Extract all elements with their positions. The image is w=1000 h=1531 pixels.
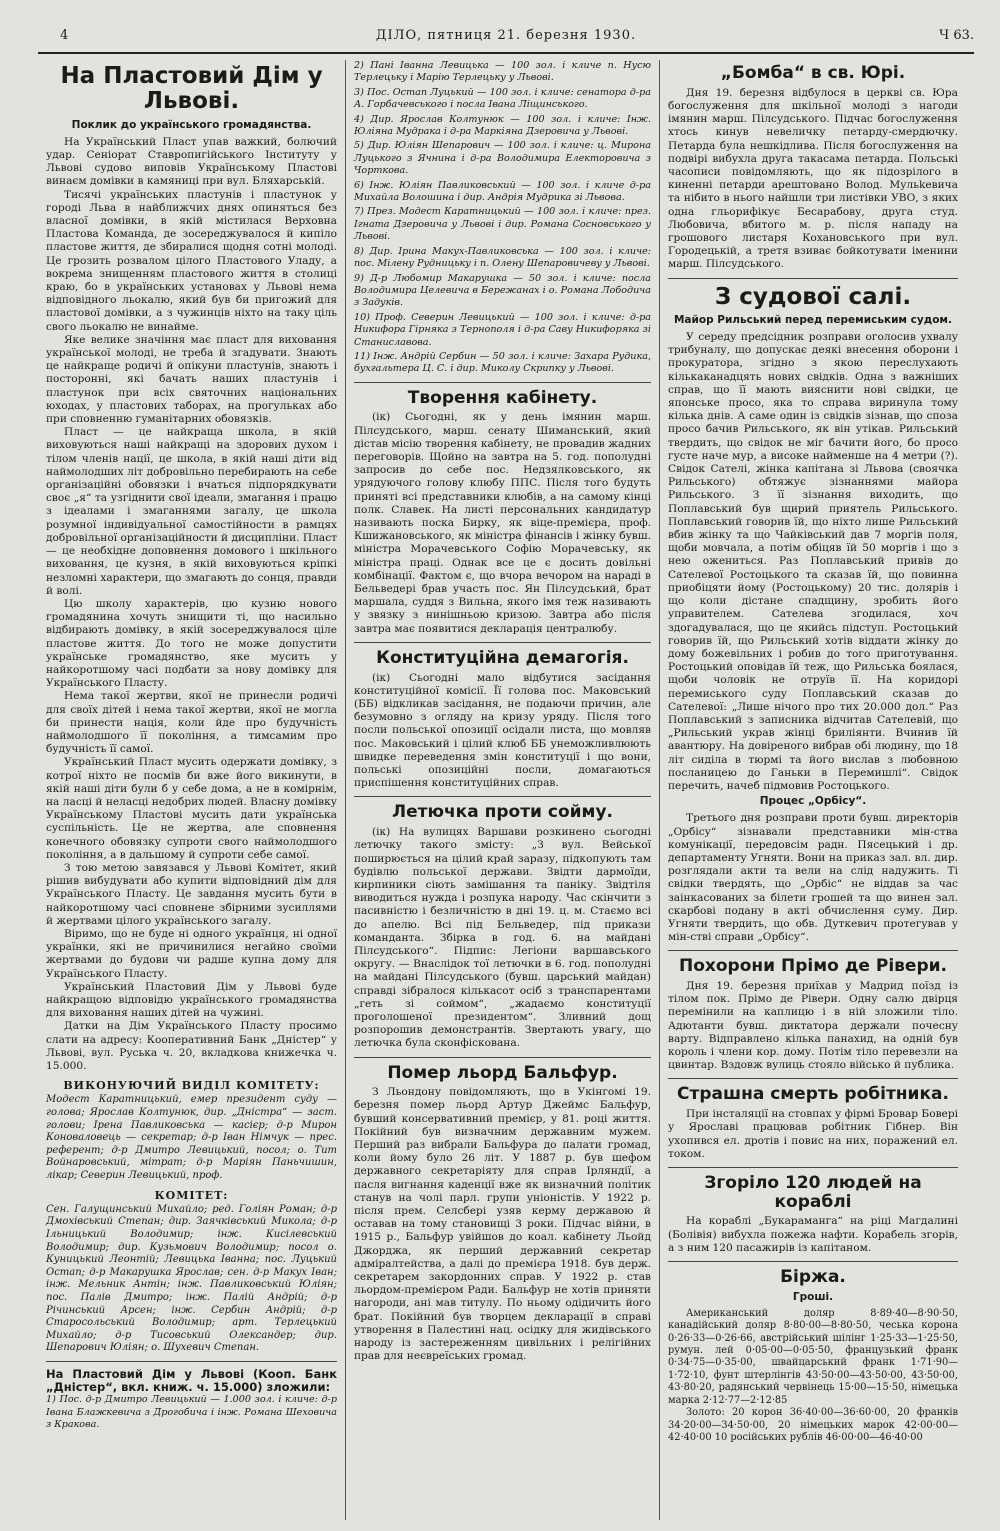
article-worker: При інсталяції на стовпах у фірмі Бровар Бовері у Ярославі працював робітник Гібнер. Він ухопився ел. дротів і повис на них, поражений ел. током. [668, 1108, 958, 1160]
divider [354, 1057, 651, 1058]
divider [668, 1261, 958, 1262]
masthead [38, 28, 974, 50]
divider [354, 642, 651, 643]
paragraph: Пласт — це найкраща школа, в якій виховуються наші найкращі на здорових духом і тілом членів нації, це школа, в якій наші діти від наймолодших літ добровільно перебирають на себе організаційні обовязки і вчаться підпорядкувати своє „я“ та узгіднити свої ідеали, змагання і працю з ідеалами і змаганнями загалу, це школа розумної індивідуальної самостійности в рамцях добровільної організаційности й дисципліни. Пласт — це необхідне доповнення домового і шкільного виховання, це кузня, в якій виховуються кріпкі незломні характери, що змагають до сонця, правди й волі. [46, 426, 337, 597]
article-cabinet: (ік) Сьогодні, як у день імянин марш. Пілсудського, марш. сенату Шиманський, який дістав місію творення кабінету, не провадив жадних переговорів. Щойно на завтра на 5. год. пополудні запросив до себе пос. Недзялковського, як урядуючого голову клюбу ППС. Після того будуть принятi всі представники клюбів, а на самому кінці полк. Славек. На листі персональних кандидатур називають поска Бирку, як віце-премієра, проф. Кшижановського, як міністра фінансів і жінку бувш. міністра Морачевського Софію Морачевську, як міністра праці. Однак все це є досить довільні комбінації. Фактом є, що вчора вечором на нараді в Бельведері брав участь пос. Ян Пілсудський, брат маршала, суддя з Вильна, якого імя теж називають у звязку з нинішньою кризою. Завтра або після завтра має появитися декларація централюбу. [354, 411, 651, 635]
article-constitution: (ік) Сьогодні мало відбутися засідання конституційної комісії. Її голова пос. Маковський (ББ) відкликав засідання, не подаючи причин, але безумовно з огляду на кризу уряду. Після того посли польської опозиції οсідали листа, що мовляв пос. Маковський і цілий клюб ББ унеможливлюють швидке переведення змін конституції і що вони, польські опозиційні посли, домагаються приспішення конституційних справ. [354, 671, 651, 790]
paragraph: Датки на Дім Українського Пласту просимо слати на адресу: Кооперативний Банк „Дністер“ у Львові, вул. Руська ч. 20, вкладкова книжечка ч. 15.000. [46, 1020, 337, 1073]
donation-item: 6) Інж. Юліян Павликовський — 100 зол. і кличе д-ра Михайла Волошина і дир. Андрія Мудрика зі Львова. [354, 179, 651, 204]
headline-primo: Похорони Прімо де Рівери. [679, 956, 947, 977]
headline-plast-home: На Пластовий Дім у Львові. [60, 63, 323, 115]
donation-item: 3) Пос. Остап Луцький — 100 зол. і кличе: сенатора д-ра А. Горбачевського і посла Івана Ліщинського. [354, 86, 651, 111]
divider [46, 1361, 337, 1362]
donations-intro: На Пластовий Дім у Львові (Кооп. Банк „Дністер“, вкл. книж. ч. 15.000) зложили: [46, 1366, 337, 1395]
paragraph: Цю школу характерів, цю кузню нового громадянина хочуть знищити ті, що насильно відбирають домівку, в якій зосереджувалося ціле пластове життя. До того не може допустити українське громадянство, яке мусить у найкоротшому часі подбати за нову домівку для Українського Пласту. [46, 597, 337, 690]
donation-item: 11) Інж. Андрій Сербин — 50 зол. і кличе: Захара Рудика, бухгальтера Ц. С. і дир. Миколу Скрипку у Львові. [354, 350, 651, 375]
headline-court: З судової салі. [714, 283, 912, 310]
paragraph: Віримо, що не буде ні одного українця, ні одної українки, які не причинилися негайно своїми жертвами до будови чи радше купна дому для Українського Пласту. [46, 927, 337, 980]
divider [668, 1078, 958, 1079]
subheadline-orbis: Процес „Орбісу“. [759, 795, 867, 808]
column-3 [660, 60, 966, 1520]
divider [668, 950, 958, 951]
exchange-rates: Американський доляр 8·89·40—8·90·50, канадійський доляр 8·80·00—8·80·50, чеська корона 0·26·33—0·26·66, австрійський шілінг 1·25·33—1·25·50, румун. лей 0·05·00—0·05·50, французький франк 0·34·75—0·35·00, швайцарський франк 1·71·90—1·72·10, фунт штерлінгів 43·50·00—43·50·00, 43·50·00, 43·80·20, радянський червінець 15·00—15·50, німецька марка 2·12·77—2·12·85 [668, 1307, 958, 1406]
donation-item: 5) Дир. Юліян Шепарович — 100 зол. і кличе: ц. Мирона Луцького з Ячнина і д-ра Володимира Електоровича з Чорткова. [354, 140, 651, 177]
paragraph: Тисячі українських пластунів і пластунок у городі Льва в найближчих днях опиняться без власної домівки, в якій містилася Верховна Пластова Команда, де зосереджувалося й кипіло пластове життя, де збиралися щодня сотні молоді. Це грозить розвалом цілого Пластового Уладу, а вокрема знищенням пластового життя в столиці краю, бо в українських установах у Львові нема відповідного льокалю, який був би пригожий для пластової домівки, а з чужинців ніхто на таку ціль свого льокалю не винайме. [46, 188, 337, 333]
committee-list: Сен. Галущинський Михайло; ред. Голіян Роман; д-р Дмохівський Степан; дир. Заячківський Микола; д-р Ільницький Володимир; інж. Кисілевський Володимир; дир. Кузьмович Володимир; посол о. Куницький Леонтій; Левицька Іванна; пос. Луцький Остап; д-р Макарушка Ярослав; сен. д-р Макух Іван; інж. Мельник Антін; інж. Павликовський Юліян; пос. Палів Дмитро; інж. Палій Андрій; д-р Річинський Арсен; інж. Сербин Андрій; д-р Старосольський Володимир; арт. Терлецький Михайло; д-р Тисовський Олександер; дир. Шепарович Юліян; о. Шухевич Степан. [46, 1203, 337, 1354]
article-orbis: Третього дня розправи проти бувш. директорів „Орбісу“ зізнавали представники мін-ства комунікації, передовсім радн. Пясецький і др. департаменту Угняти. Вони на приказ зал. вл. дир. розглядали акти та вели на слід надужить. Ті свідки твердять, що „Орбіс“ не віддав за час заінкасованих за білети грошей та що винен зал. скарбові подану в акті обчислення суму. Дир. Угняти твердить, що обв. Дуткевич протегував у мін-стві справи „Орбісу“. [668, 812, 958, 944]
headline-exchange: Біржа. [780, 1266, 846, 1287]
exec-committee-list: Модест Каратницький, емер президент суду — голова; Ярослав Колтунюк, дир. „Дністра“ — заст. голови; Ірена Павликовська — касієр; д-р Мирон Коноваловець — секретар; д-р Іван Німчук — прес. референт; д-р Дмитро Левицький, посол; о. Тит Войнаровський, мітрат; д-р Маріян Паньчишин, лікар; Северин Левицький, проф. [46, 1094, 337, 1181]
divider [354, 796, 651, 797]
divider [668, 278, 958, 279]
donation-item: 1) Пос. д-р Дмитро Левицький — 1.000 зол. і кличе: д-р Івана Блажкевича з Дрогобича і інж. Романа Шеховича з Кракова. [46, 1394, 337, 1431]
headline-balfour: Помер льорд Бальфур. [387, 1062, 618, 1083]
headline-constitution: Конституційна демагогія. [376, 647, 629, 668]
paragraph: Нема такої жертви, якої не принесли родичі для своїх дітей і нема такої жертви, якої не могла би принести нація, коли йде про будучність наймолодшого її покоління, а тимсамим про будучність її самої. [46, 690, 337, 756]
paragraph: Український Пластовий Дім у Львові буде найкращою відповідю українського громадянства для виховання наших дітей на чужині. [46, 980, 337, 1020]
gold-rates: Золото: 20 корон 36·40·00—36·60·00, 20 франків 34·20·00—34·50·00, 20 німецьких марок 42·00·00—42·40·00 10 російських рублів 46·00·00—46·40·00 [668, 1407, 958, 1443]
donation-item: 4) Дир. Ярослав Колтунюк — 100 зол. і кличе: Інж. Юліяна Мудрака і д-ра Маркіяна Дзеровича у Львові. [354, 113, 651, 138]
divider [354, 382, 651, 383]
subheadline-money: Гроші. [792, 1290, 834, 1303]
donation-item: 8) Дир. Ірина Макух-Павликовська — 100 зол. і кличе: пос. Мілену Рудницьку і п. Олену Шепаровичеву у Львові. [354, 245, 651, 270]
committee-title: КОМІТЕТ: [154, 1188, 229, 1202]
donation-item: 9) Д-р Любомир Макарушка — 50 зол. і кличе: посла Володимира Целевича в Бережанах і о. Романа Лободича з Задуків. [354, 272, 651, 309]
page-number: 4 [60, 28, 69, 43]
subheadline-court: Майор Рильський перед перемиським судом. [673, 313, 953, 326]
masthead-title: ДІЛО, пятниця 21. березня 1930. [375, 28, 637, 43]
article-balfour: З Льондону повідомляють, що в Укінгомі 19. березня помер льорд Артур Джеймс Бальфур, бувший консервативний премієр, у 81. році життя. Покійний був визначним державним мужем. Перший раз вибрали Бальфура до палати громад, коли йому було 26 літ. У 1887 р. був шефом державного секретаріяту для справ Ірляндії, а пасля вигнання каденції вже як визначний політик станув на чолі парл. групи уніоністів. У 1922 р. після прем. Селсбері узяв керму державою й оставав на тому становищі 3 роки. Підчас війни, в 1915 р., Бальфур увійшов до коал. кабінету Льойд Джорджа, як перший державний секретар адміралтейства, а далі до премієра 1918. був держ. секретарем закордонних справ. У 1922 р. став льордом-премієром Ради. Бальфур не хотів приняти нагороди, ані мав титулу. По ньому одідичить його брат. Покійний був творцем декларації в справі утворення в Палестині нац. осідку для жидівського народу із застереженням цивільних і релігійних прав для неєвреїських громад. [354, 1086, 651, 1363]
donation-item: 7) През. Модест Каратницький — 100 зол. і кличе: през. Ігната Дзеровича у Львові і дир. Романа Сосновського у Львові. [354, 206, 651, 243]
column-1 [38, 60, 346, 1520]
divider [668, 1167, 958, 1168]
article-leaflet: (ік) На вулицях Варшави розкинено сьогодні летючку такого змісту: „З вул. Вейської поширюється на цілий край заразу, підкопують там будівлю польської держави. Звідти дармоїди, кирпиники сіють замішання та паніку. Звідтіля виводиться нужда і розпука народу. Час скінчити з пасивністю і безличністю в дні 19. ц. м. Стаємо всі до апелю. Всі під Бельведер, під прикази команданта. Збірка в год. 6. на майдані Пілсудського“. Підпис: Легіони варшавського округу. — Внаслідок тої летючки в 6. год. пополудні на майдані Пілсудського (бувш. царський майдан) справді зібралося кількасот осіб з транспарентами „геть зі соймом“, „жадаємо конституції проголошеної президентом“. Зливний дощ розпорошив демонстрантів. Звертають увагу, що летючка була сконфіскована. [354, 826, 651, 1050]
article-primo: Дня 19. березня приїхав у Мадрид поїзд із тілом пок. Прімо де Рівери. Одну салю двірця перемінили на каплицю і в ній зложили тіло. Адютанти бувш. диктатора держали почесну варту. Відправлено кілька панахид, на одній був король і члени кор. дому. Потім тіло перевезли на цвинтар. Вздовж вулиць стояло військо й публика. [668, 980, 958, 1072]
column-2 [346, 60, 660, 1520]
headline-ship: Згоріло 120 людей на кораблі [704, 1172, 922, 1212]
appeal-body [46, 136, 337, 1073]
headline-leaflet: Летючка проти сойму. [391, 802, 613, 823]
article-ship: На кораблі „Букараманга“ на ріці Магдалині (Болівія) вибухла пожежа нафти. Корабель згорів, а з ним 120 пасажирів із капітаном. [668, 1215, 958, 1254]
headline-worker: Страшна смерть робітника. [677, 1084, 949, 1105]
masthead-rule [38, 52, 974, 54]
columns [38, 60, 974, 1520]
donation-item: 2) Пані Іванна Левицька — 100 зол. і кличе п. Нусю Терлецьку і Марію Терлецьку у Львові. [354, 60, 651, 84]
paragraph: З тою метою завязався у Львові Комітет, який рішив вибудувати або купити відповідний дім для Українського Пласту. Це завдання мусить бути в найкоротшому часі сповнене збірними зусиллями й жертвами цілого українського загалу. [46, 861, 337, 927]
paragraph: Яке велике значіння має пласт для виховання української молоді, не треба й згадувати. Знають це найкраще родичі й опікуни пластунів, знають і посторонні, які бачать наших пластунів і пластунок при всіх святочних національних юходах, у пластових таборах, на прогульках або при сповненню гуманітарних обовязків. [46, 333, 337, 426]
headline-cabinet: Творення кабінету. [407, 387, 598, 408]
subheadline-appeal: Поклик до українського громадянства. [71, 118, 312, 131]
donation-item: 10) Проф. Северин Левицький — 100 зол. і кличе: д-ра Никифора Гірняка з Тернополя і д-ра Саву Никифоряка зі Станиславова. [354, 311, 651, 348]
exec-committee-title: ВИКОНУЮЧИЙ ВИДІЛ КОМІТЕТУ: [63, 1079, 320, 1093]
headline-bomb: „Бомба“ в св. Юрі. [720, 63, 906, 83]
donation-list [354, 60, 651, 376]
issue-number: Ч 63. [939, 28, 974, 43]
paragraph: Український Пласт мусить одержати домівку, з котрої ніхто не посмів би вже його викинути, в якій наші діти були б у себе дома, а не в комірнім, на ласці й неласці недобрих людей. Власну домівку Українському Пластові мусить дати українська суспільність. Це не жертва, але сповнення конечного обовязку супроти свого наймолодшого покоління, а в дальшому й супроти себе самої. [46, 756, 337, 861]
article-court: У середу предсідник розправи оголосив ухвалу трибуналу, що допускає деякі внесення оборони і прокуратора, згідно з якою переслухають кількаканадцять нових свідків. Одна з важніших справ, що її мають вияснити нові свідки, це японське просо, яка то справа виринула тому кілька днів. А саме один із свідків зізнав, що споза просо бачив Рильського, як він утікав. Рильський твердить, що свідок не міг бачити його, бо просо густе наче мур, а високе найменше на 4 метри (?). Свідок Сателі, жінка капітана зі Львова (своячка Рильського) обтяжує зізнаннями майора Рильського. З її зізнання виходить, що Поплавський був щирий приятель Рильського. Поплавський говорив їй, що ніхто лише Рильський вбив жінку та що Чайківський дав 7 моргів поля, щоби мовчала, а потім обіцяв їй 50 моргів і що з нею ожениться. Раз Поплавський привів до Сателевої Ростоцького та сказав їй, що повинна приобіцяти йому (Ростоцькому) 20 тис. долярів і що коли дістане спадщину, зробить його управителем. Сателева згодилася, хоч здогадувалася, що це якийсь підступ. Ростоцький говорив їй, що Рильський хотів віддати жінку до дому божевільних і робив до того приготування. Ростоцький оповідав їй теж, що Рильська боялася, щоби чоловік не отруїв її. На коридорі перемиського суду Поплавський сказав до Сателевої: „Лише нічого про тих 20.000 дол.“ Раз Поплавський з записника відчитав Сателевій, що „Рильський украв жінці бриліянти. Вчинив їй авантюру. На довіреного вибрав обі людину, що 18 літ сиділа в тюрмі та його вислав з любовною посланицею до Ганьки в Перемишлі“. Свідок перечить, начеб підмовив Ростоцького. [668, 331, 958, 792]
article-bomb: Дня 19. березня відбулося в церкві св. Юра богослуження для шкільної молоді з нагоди імянин марш. Пілсудського. Підчас богослуження хтось кинув невеличку петарду-смердючку. Петарда була нешкідлива. Після богослуження на подвірі вибухла друга такасама петарда. Польські часописи повідомляють, що як підозрілого в киненні петарди арештовано Волод. Мульkевича та нібито в нього найшли три листівки УВО, з яких одна гльорифікує Бесарабову, друга студ. Любовича, вбитого м. р. після нападу на грошового листаря Кохановського при вул. Городецькій, а третя взиває бойкотувати іменини марш. Пілсудського. [668, 86, 958, 271]
paragraph: На Український Пласт упав важкий, болючий удар. Сеніорат Ставропигійського Інституту у Львові судово виповів Українському Пластові винаєм домівки в камяниці при вул. Бляхарській. [46, 135, 337, 188]
